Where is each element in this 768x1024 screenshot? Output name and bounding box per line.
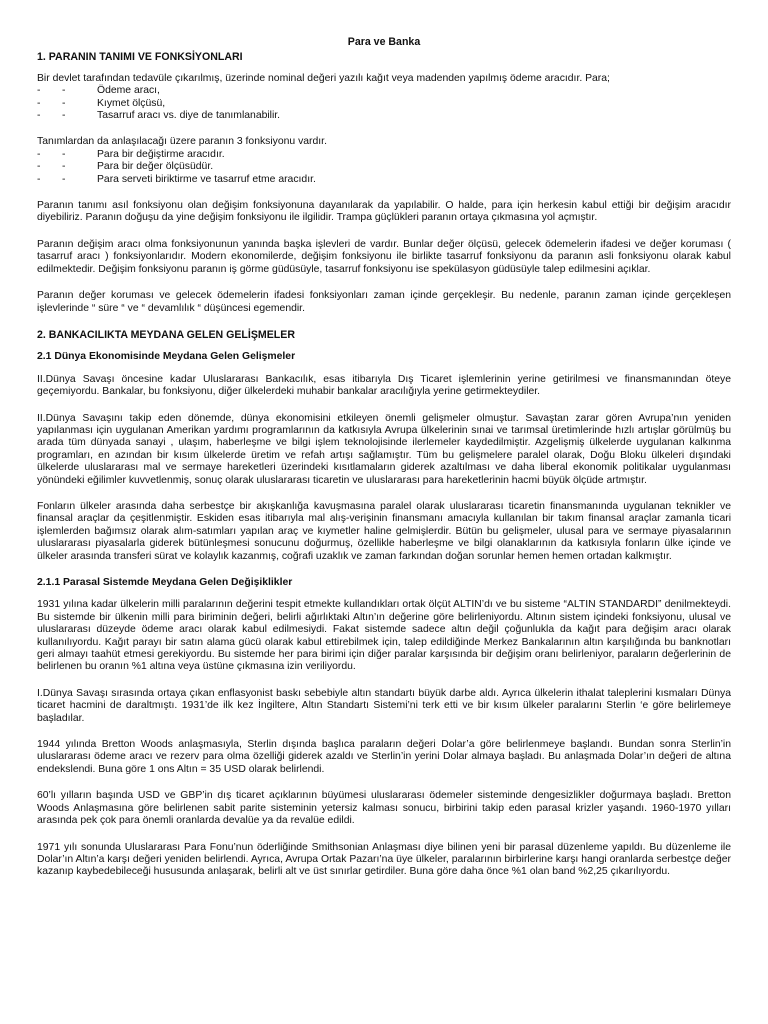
- section-1-heading: 1. PARANIN TANIMI VE FONKSİYONLARI: [37, 51, 243, 64]
- paragraph: 1971 yılı sonunda Uluslararası Para Fonu’nun öderliğinde Smithsonian Anlaşması diye bilinen yeni bir parasal düzenleme yapıldı. Bu düzenleme ile Dolar’ın Altın’a karşı değeri yeniden belirlendi. Ayrıca, Avrupa Ortak Pazarı’na üye ülkeler, paralarının birbirlerine karşı hangi oranlarda serbestçe değer kazanıp kaybedebileceği hususunda anlaşarak, belirli alt ve üst sınırlar getirdiler. Buna göre daha önce %1 olan band %2,25 çıkarılıyordu.: [37, 841, 731, 878]
- list-item: - - Para bir değer ölçüsüdür.: [37, 161, 214, 173]
- list-item: - - Para serveti biriktirme ve tasarruf etme aracıdır.: [37, 173, 316, 185]
- paragraph: Fonların ülkeler arasında daha serbestçe bir akışkanlığa kavuşmasına paralel olarak uluslararası ticaretin finansmanında uygulanan teknikler ve finansal araçlar da çeşitlenmiştir. Eskiden esas itibarıyla mal alış-verişinin finansmanı amacıyla kullanılan bir takım finansal araçlar zamanla ticari işlemlerden bağımsız olarak alım-satımları yapılan araç ve kıymetler haline gelmişlerdir. Bütün bu gelişmeler, ulusal para ve sermaye piyasalarının uluslararası piyasalarla giderek bütünleşmesi sonucunu doğurmuş, özellikle haberleşme ve bilgi olanaklarının da katkısıyla fonların ülke içinde ve ülkeler arasında transferi sürat ve kolaylık kazanmış, coğrafi uzaklık ve zaman farkından doğan sorunlar hemen hemen ortadan kalkmıştır.: [37, 500, 731, 562]
- section-2-1-heading: 2.1 Dünya Ekonomisinde Meydana Gelen Gelişmeler: [37, 351, 296, 363]
- paragraph: 1944 yılında Bretton Woods anlaşmasıyla, Sterlin dışında başlıca paraların değeri Dolar’a göre belirlenmeye başlandı. Bundan sonra Sterlin’in uluslararası ödeme aracı ve rezerv para olma özelliği giderek azaldı ve Sterlin’in yerini Dolar almaya başladı. Bu anlaşmada Dolar’ın değeri de altına endekslendi. Buna göre 1 ons Altın = 35 USD olarak belirlendi.: [37, 739, 731, 775]
- paragraph: 60’lı yılların başında USD ve GBP’in dış ticaret açıklarının büyümesi uluslararası ödemeler sisteminde dengesizlikler doğurmaya başladı. Bretton Woods Anlaşmasına göre belirlenen sabit parite sisteminin yetersiz kalması sonucu, birbirini takip eden parasal krizler yaşandı. 1960-1970 yılları arasında pek çok para önemli oranlarda devalüe ya da revalüe edildi.: [37, 790, 731, 827]
- list-item: - - Ödeme aracı,: [37, 85, 160, 97]
- paragraph: Paranın değer koruması ve gelecek ödemelerin ifadesi fonksiyonları zaman içinde gerçekleşir. Bu nedenle, paranın zaman içinde gerçekleşen işlevlerinde “ süre “ ve “ devamlılık “ düşüncesi egemendir.: [37, 290, 731, 314]
- section-2-heading: 2. BANKACILIKTA MEYDANA GELEN GELİŞMELER: [37, 328, 295, 341]
- paragraph: I.Dünya Savaşı sırasında ortaya çıkan enflasyonist baskı sebebiyle altın standartı büyük darbe aldı. Ayrıca ülkelerin ithalat taleplerini kısmaları Dünya ticaret hacmini de daraltmıştı. 1931’de ilk kez İngiltere, Altın Standartı Sistemi’ni terk etti ve bir kısım ülkeler paralarını Sterlin ‘e göre belirlemeye başladılar.: [37, 687, 731, 724]
- definition-list: [37, 85, 731, 122]
- paragraph: Paranın tanımı asıl fonksiyonu olan değişim fonksiyonuna dayanılarak da yapılabilir. O halde, para için herkesin kabul ettiği bir değişim aracıdır diyebiliriz. Paranın doğuşu da yine değişim fonksiyonu ile ilgilidir. Trampa güçlükleri paranın ortaya çıkmasına yol açmıştır.: [37, 200, 731, 224]
- section-2-1-1-heading: 2.1.1 Parasal Sistemde Meydana Gelen Değişiklikler: [37, 577, 293, 588]
- paragraph: Paranın değişim aracı olma fonksiyonunun yanında başka işlevleri de vardır. Bunlar değer ölçüsü, gelecek ödemelerin ifadesi ve değer koruması ( tasarruf aracı ) fonksiyonlarıdır. Modern ekonomilerde, değişim fonksiyonu ile birlikte tasarruf fonksiyonu da paranın asli fonksiyonu olarak kabul edilmektedir. Değişim fonksiyonu paranın iş görme güdüsüyle, tasarruf fonksiyonu ise spekülasyon güdüsüyle talep edilmesini açıklar.: [37, 238, 731, 275]
- document-title: Para ve Banka: [347, 36, 421, 48]
- list-item: - - Kıymet ölçüsü,: [37, 97, 166, 109]
- paragraph: 1931 yılına kadar ülkelerin milli paralarının değerini tespit etmekte kullandıkları ortak ölçüt ALTIN’dı ve bu sisteme “ALTIN STANDARDI” denilmekteydi. Bu sistemde bir ülkenin milli para biriminin değeri, belirli ağırlıktaki Altın’ın değerine göre belirleniyordu. Altının sistem içindeki fonksiyonu, ulusal ve uluslararası düzeyde ödeme aracı olarak kabul edilmesiydi. Fakat sistemde sadece altın değil çoğunlukla da kağıt para değişim aracı olarak kullanılıyordu. Kağıt parayı bir satın alama gücü olarak kabul ettirebilmek için, talep edildiğinde Merkez Bankalarının altın karşılığında bu banknotları geri almayı taahüt etmesi gerekiyordu. Bu sistemde her para birimi için diğer paralar karşısında bir değişim oranı belirleniyor, paraların değerlerinin de belirlenen bu oranın %1 altına veya üstüne çıkmasına izin veriliyordu.: [37, 599, 731, 673]
- functions-list: [37, 149, 731, 186]
- paragraph: II.Dünya Savaşını takip eden dönemde, dünya ekonomisini etkileyen önemli gelişmeler olmuştur. Savaştan zarar gören Avrupa’nın yeniden yapılanması için uygulanan Amerikan yardımı programlarının da katkısıyla Avrupa ülkelerinin sınai ve tarımsal üretimlerinde hızlı artışlar görülmüş bu arada tüm dünyada sanayi , ulaşım, haberleşme ve bilgi işlem teknolojisinde ilerlemeler kaydedilmiştir. Azgelişmiş ülkelerde uygulanan kalkınma programları, en azından bir kısım ülkelerde üretim ve refah artışı sağlamıştır. Tüm bu gelişmelere paralel olarak, Doğu Bloku ülkeleri dışındaki ülkelerde uluslararası mal ve sermaye hareketleri üzerindeki kısıtlamaların giderek azaltılması ve daha liberal ekonomik politikalar uygulanması yönündeki eğilimler kuvvetlenmiş, sonuç olarak uluslararası ticaretin ve uluslararası para hareketlerinin hacmi büyük ölçüde artmıştır.: [37, 412, 731, 486]
- list-item: - - Tasarruf aracı vs. diye de tanımlanabilir.: [37, 110, 281, 122]
- section-1-intro: Bir devlet tarafından tedavüle çıkarılmış, üzerinde nominal değeri yazılı kağıt veya madenden yapılmış ödeme aracıdır. Para;: [37, 72, 610, 84]
- functions-intro: Tanımlardan da anlaşılacağı üzere paranın 3 fonksiyonu vardır.: [37, 136, 327, 148]
- paragraph: II.Dünya Savaşı öncesine kadar Uluslararası Bankacılık, esas itibarıyla Dış Ticaret işlemlerinin yerine getirilmesi ve finansmanından öteye geçemiyordu. Bankalar, bu fonksiyonu, diğer ülkelerdeki muhabir bankalar aracılığıyla yerine getirmekteydiler.: [37, 373, 731, 398]
- list-item: - - Para bir değiştirme aracıdır.: [37, 148, 225, 160]
